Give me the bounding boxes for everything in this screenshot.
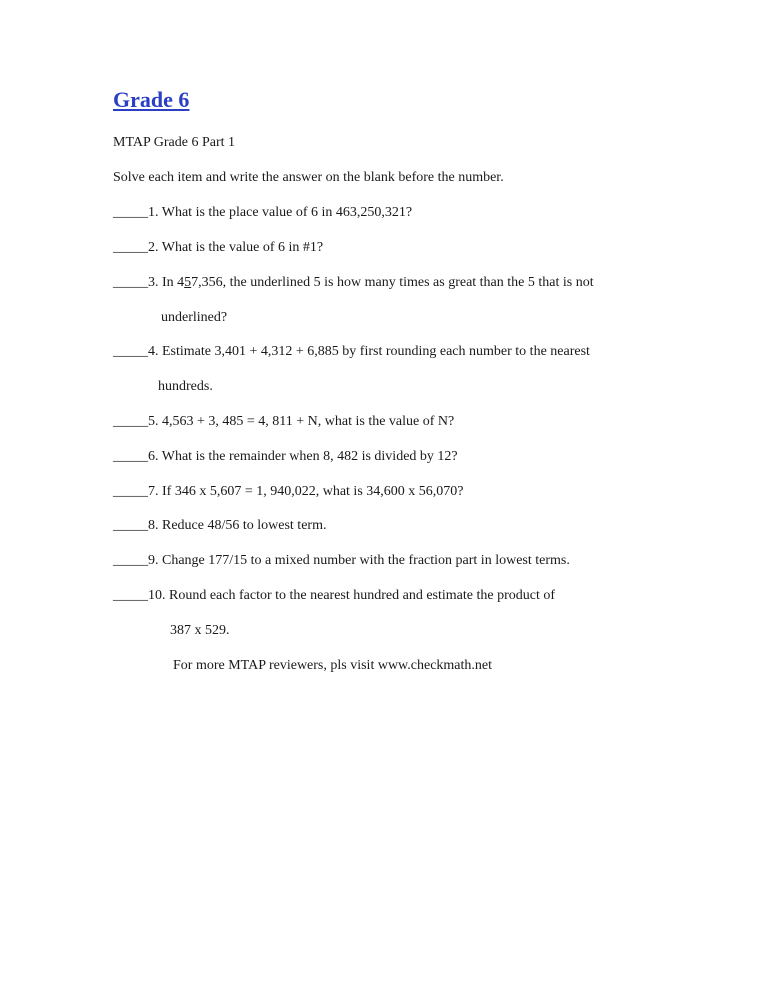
answer-blank-5: _____ xyxy=(113,414,148,429)
question-number-1: 1. xyxy=(148,205,159,220)
question-item-9 xyxy=(113,553,570,569)
question-text-3-underlined-digit: 5 xyxy=(184,275,192,290)
question-number-3: 3. xyxy=(148,275,159,290)
question-item-10 xyxy=(113,588,555,604)
question-item-2 xyxy=(113,240,323,256)
question-text-9: Change 177/15 to a mixed number with the fraction part in lowest terms. xyxy=(162,553,570,568)
question-number-6: 6. xyxy=(148,449,159,464)
page-title-link[interactable]: Grade 6 xyxy=(113,87,190,112)
instructions-text: Solve each item and write the answer on the blank before the number. xyxy=(113,170,504,185)
question-text-3-after: 7,356, the underlined 5 is how many times as great than the 5 that is not xyxy=(191,275,594,290)
question-item-1 xyxy=(113,205,412,221)
question-text-6: What is the remainder when 8, 482 is divided by 12? xyxy=(161,449,458,464)
answer-blank-1: _____ xyxy=(113,205,148,220)
answer-blank-2: _____ xyxy=(113,240,148,255)
answer-blank-6: _____ xyxy=(113,449,148,464)
question-item-4 xyxy=(113,344,590,360)
answer-blank-3: _____ xyxy=(113,275,148,290)
question-item-5 xyxy=(113,414,454,430)
question-number-4: 4. xyxy=(148,344,159,359)
question-text-4: Estimate 3,401 + 4,312 + 6,885 by first rounding each number to the nearest xyxy=(162,344,590,359)
answer-blank-7: _____ xyxy=(113,484,148,499)
question-number-5: 5. xyxy=(148,414,159,429)
question-text-1: What is the place value of 6 in 463,250,321? xyxy=(161,205,413,220)
answer-blank-4: _____ xyxy=(113,344,148,359)
question-number-10: 10. xyxy=(148,588,166,603)
answer-blank-8: _____ xyxy=(113,518,148,533)
question-text-10: Round each factor to the nearest hundred and estimate the product of xyxy=(169,588,556,603)
question-text-3-before: In 4 xyxy=(162,275,185,290)
question-text-3-continued: underlined? xyxy=(161,310,228,325)
question-number-2: 2. xyxy=(148,240,159,255)
question-text-5: 4,563 + 3, 485 = 4, 811 + N, what is the value of N? xyxy=(162,414,455,429)
question-text-4-continued: hundreds. xyxy=(158,379,213,394)
question-text-8: Reduce 48/56 to lowest term. xyxy=(162,518,327,533)
question-number-8: 8. xyxy=(148,518,159,533)
document-subtitle: MTAP Grade 6 Part 1 xyxy=(113,135,236,150)
answer-blank-9: _____ xyxy=(113,553,148,568)
question-number-9: 9. xyxy=(148,553,159,568)
question-item-8 xyxy=(113,518,326,534)
question-text-2: What is the value of 6 in #1? xyxy=(161,240,324,255)
footer-note: For more MTAP reviewers, pls visit www.checkmath.net xyxy=(173,658,492,673)
answer-blank-10: _____ xyxy=(113,588,148,603)
question-text-10-continued: 387 x 529. xyxy=(170,623,230,638)
question-number-7: 7. xyxy=(148,484,159,499)
question-text-7: If 346 x 5,607 = 1, 940,022, what is 34,600 x 56,070? xyxy=(162,484,464,499)
question-item-6 xyxy=(113,449,458,465)
question-item-3 xyxy=(113,275,594,291)
question-item-7 xyxy=(113,484,464,500)
